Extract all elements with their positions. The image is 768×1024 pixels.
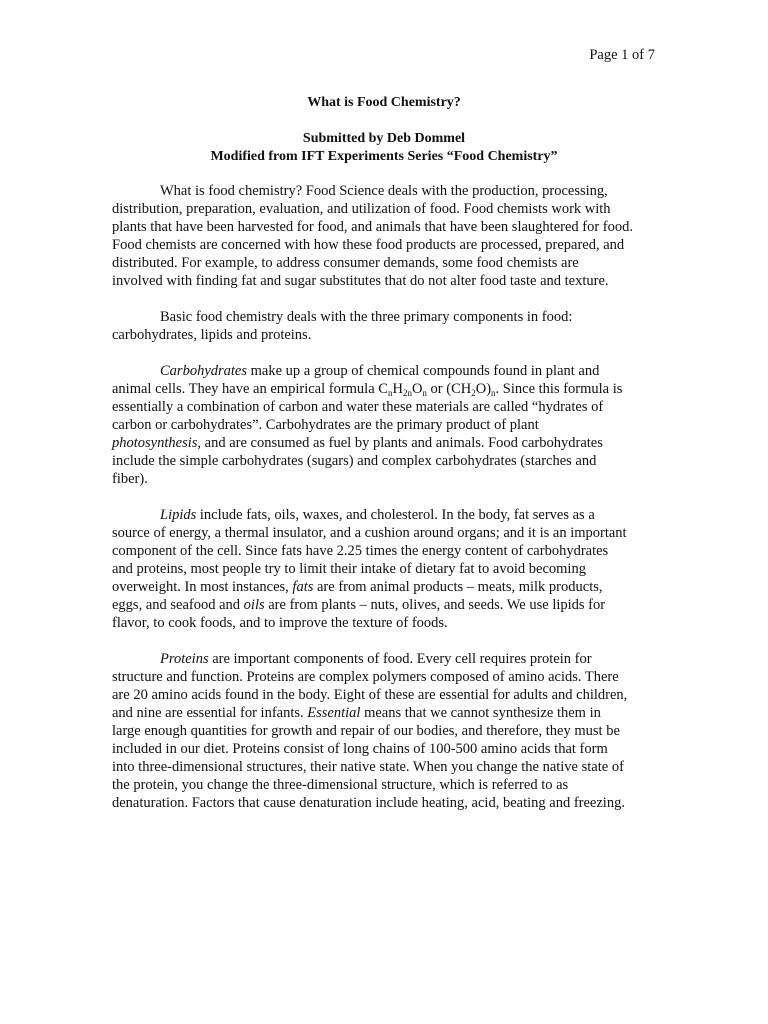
text-line bbox=[112, 578, 657, 596]
text-span: H bbox=[392, 381, 403, 397]
text-span: O bbox=[411, 381, 423, 397]
text-span: or (CH bbox=[426, 381, 472, 397]
formula-subscript: 2n bbox=[402, 388, 412, 398]
paragraph-intro bbox=[112, 182, 657, 290]
text-line: essentially a combination of carbon and water these materials are called “hydrates of bbox=[112, 399, 604, 415]
document-title: What is Food Chemistry? bbox=[307, 95, 461, 110]
text-span: animal cells. They have an empirical formula C bbox=[112, 381, 388, 397]
text-line: component of the cell. Since fats have 2.25 times the energy content of carbohydrates bbox=[112, 543, 609, 559]
text-line: the protein, you change the three-dimensional structure, which is referred to as bbox=[112, 777, 569, 793]
text-line: and proteins, most people try to limit their intake of dietary fat to avoid becoming bbox=[112, 561, 586, 577]
document-byline: Submitted by Deb Dommel bbox=[302, 131, 466, 146]
term-fats: fats bbox=[292, 579, 314, 595]
paragraph-proteins bbox=[112, 650, 657, 812]
text-line: source of energy, a thermal insulator, and a cushion around organs; and it is an important bbox=[112, 525, 627, 541]
text-line: What is food chemistry? Food Science deals with the production, processing, bbox=[160, 183, 608, 199]
text-span: overweight. In most instances, bbox=[112, 579, 293, 595]
text-line bbox=[112, 506, 657, 524]
term-photosynthesis: photosynthesis bbox=[112, 435, 198, 451]
formula-subscript: 2 bbox=[471, 388, 476, 398]
text-line bbox=[112, 362, 657, 380]
formula-subscript: n bbox=[387, 388, 393, 398]
text-line bbox=[112, 650, 657, 668]
paragraph-carbohydrates bbox=[112, 362, 657, 488]
text-line: fiber). bbox=[112, 471, 148, 487]
term-carbohydrates: Carbohydrates bbox=[160, 363, 247, 379]
text-span: are from plants – nuts, olives, and seeds. We use lipids for bbox=[264, 597, 606, 613]
text-span: means that we cannot synthesize them in bbox=[360, 705, 601, 721]
text-line: distribution, preparation, evaluation, and utilization of food. Food chemists work with bbox=[112, 201, 611, 217]
text-line: involved with finding fat and sugar substitutes that do not alter food taste and texture. bbox=[112, 273, 609, 289]
document-source: Modified from IFT Experiments Series “Food Chemistry” bbox=[210, 149, 558, 164]
text-line: distributed. For example, to address consumer demands, some food chemists are bbox=[112, 255, 579, 271]
page-number: Page 1 of 7 bbox=[589, 47, 655, 63]
term-lipids: Lipids bbox=[160, 507, 197, 523]
text-span: . Since this formula is bbox=[495, 381, 623, 397]
text-span: O) bbox=[475, 381, 492, 397]
text-span: include fats, oils, waxes, and cholesterol. In the body, fat serves as a bbox=[196, 507, 595, 523]
text-line: Basic food chemistry deals with the three primary components in food: bbox=[160, 309, 573, 325]
paragraph-basic bbox=[112, 308, 657, 344]
formula-subscript: n bbox=[491, 388, 496, 398]
text-span: , and are consumed as fuel by plants and animals. Food carbohydrates bbox=[197, 435, 603, 451]
text-span: and nine are essential for infants. bbox=[112, 705, 308, 721]
paragraph-lipids bbox=[112, 506, 657, 632]
text-line: plants that have been harvested for food, and animals that have been slaughtered for food. bbox=[112, 219, 634, 235]
text-line: included in our diet. Proteins consist of long chains of 100-500 amino acids that form bbox=[112, 741, 608, 757]
term-essential: Essential bbox=[307, 705, 361, 721]
text-span: are from animal products – meats, milk products, bbox=[313, 579, 603, 595]
formula-subscript: n bbox=[422, 388, 427, 398]
text-line: structure and function. Proteins are complex polymers composed of amino acids. There bbox=[112, 669, 619, 685]
title-block bbox=[0, 94, 768, 166]
text-line: Food chemists are concerned with how these food products are processed, prepared, and bbox=[112, 237, 625, 253]
text-line: into three-dimensional structures, their native state. When you change the native state of bbox=[112, 759, 624, 775]
text-line: are 20 amino acids found in the body. Eight of these are essential for adults and children, bbox=[112, 687, 628, 703]
text-span: eggs, and seafood and bbox=[112, 597, 244, 613]
text-line: carbohydrates, lipids and proteins. bbox=[112, 327, 312, 343]
text-line: flavor, to cook foods, and to improve the texture of foods. bbox=[112, 615, 448, 631]
text-line: large enough quantities for growth and repair of our bodies, and therefore, they must be bbox=[112, 723, 620, 739]
text-line bbox=[112, 704, 657, 722]
text-line: denaturation. Factors that cause denaturation include heating, acid, beating and freezing. bbox=[112, 795, 625, 811]
document-body bbox=[112, 182, 657, 830]
term-proteins: Proteins bbox=[160, 651, 209, 667]
text-line bbox=[112, 434, 657, 452]
text-line: include the simple carbohydrates (sugars) and complex carbohydrates (starches and bbox=[112, 453, 597, 469]
text-line: carbon or carbohydrates”. Carbohydrates are the primary product of plant bbox=[112, 417, 539, 433]
text-span: are important components of food. Every cell requires protein for bbox=[208, 651, 592, 667]
text-line bbox=[112, 596, 657, 614]
term-oils: oils bbox=[243, 597, 265, 613]
text-line-formula bbox=[112, 380, 657, 398]
text-span: make up a group of chemical compounds found in plant and bbox=[247, 363, 600, 379]
